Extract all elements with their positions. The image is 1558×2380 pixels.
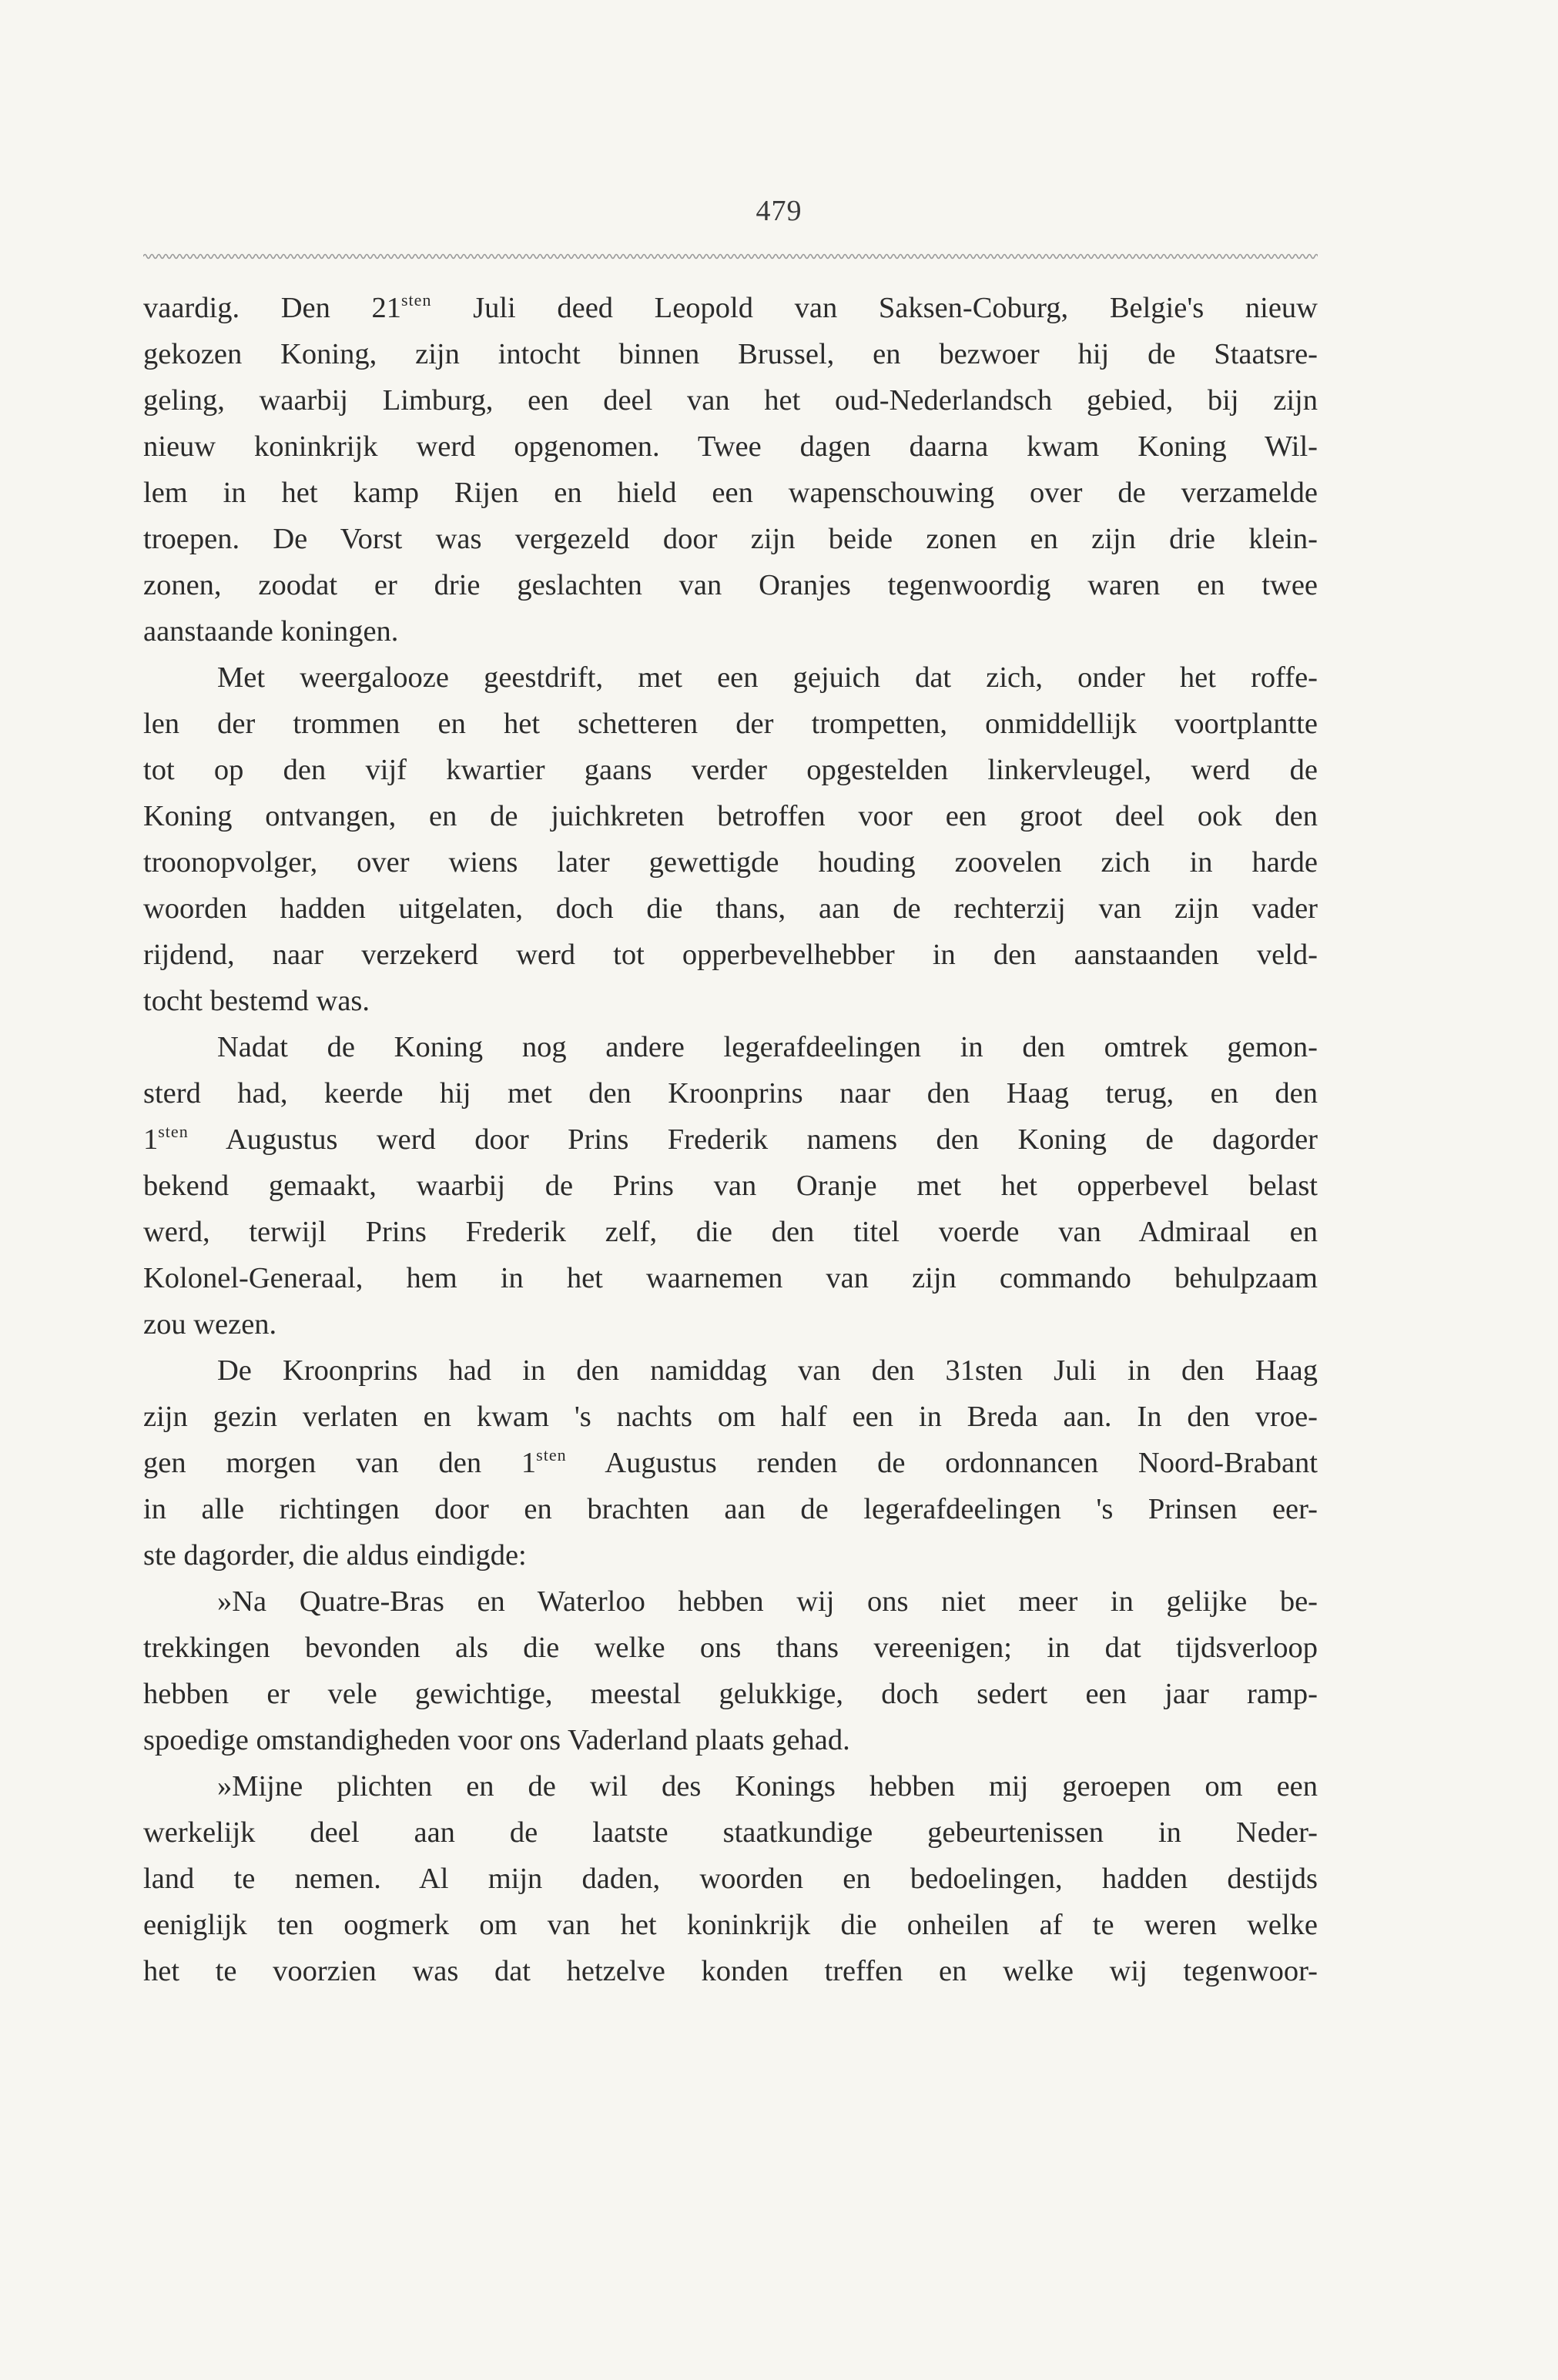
superscript-ordinal: sten: [536, 1445, 567, 1464]
text-segment: Kolonel-Generaal, hem in het waarnemen van zijn commando behulpzaam: [143, 1262, 1318, 1294]
wavy-rule-ornament: [143, 251, 1318, 262]
text-segment: rijdend, naar verzekerd werd tot opperbevelhebber in den aanstaanden veld-: [143, 939, 1318, 971]
text-segment: tot op den vijf kwartier gaans verder opgestelden linkervleugel, werd de: [143, 754, 1318, 786]
text-segment: De Kroonprins had in den namiddag van den 31sten Juli in den Haag: [217, 1354, 1318, 1387]
text-line: [143, 1301, 1318, 1347]
text-segment: lem in het kamp Rijen en hield een wapenschouwing over de verzamelde: [143, 477, 1318, 509]
text-segment: vaardig. Den 21: [143, 292, 401, 324]
page-number: 479: [756, 195, 802, 227]
text-segment: troonopvolger, over wiens later gewettigde houding zoovelen zich in harde: [143, 846, 1318, 879]
text-segment: »Mijne plichten en de wil des Konings hebben mij geroepen om een: [217, 1770, 1318, 1803]
text-line: [143, 1394, 1318, 1440]
text-segment: Koning ontvangen, en de juichkreten betroffen voor een groot deel ook den: [143, 800, 1318, 832]
text-line: [143, 1578, 1318, 1625]
text-line: [143, 1532, 1318, 1578]
text-segment: Met weergalooze geestdrift, met een gejuich dat zich, onder het roffe-: [217, 661, 1318, 694]
text-segment: werkelijk deel aan de laatste staatkundige gebeurtenissen in Neder-: [143, 1816, 1318, 1849]
text-segment: gen morgen van den 1: [143, 1447, 537, 1479]
body-text: [143, 285, 1318, 1994]
text-line: [143, 1671, 1318, 1717]
text-line: [143, 331, 1318, 377]
text-line: [143, 654, 1318, 701]
text-line: [143, 1255, 1318, 1301]
text-segment: zijn gezin verlaten en kwam 's nachts om half een in Breda aan. In den vroe-: [143, 1401, 1318, 1433]
text-line: [143, 1717, 1318, 1763]
text-segment: nieuw koninkrijk werd opgenomen. Twee dagen daarna kwam Koning Wil-: [143, 430, 1318, 463]
text-segment: geling, waarbij Limburg, een deel van het oud-Nederlandsch gebied, bij zijn: [143, 384, 1318, 417]
text-line: [143, 1809, 1318, 1856]
text-segment: land te nemen. Al mijn daden, woorden en bedoelingen, hadden destijds: [143, 1863, 1318, 1895]
text-line: [143, 839, 1318, 885]
text-segment: Nadat de Koning nog andere legerafdeelingen in den omtrek gemon-: [217, 1031, 1318, 1063]
text-line: [143, 1625, 1318, 1671]
text-line: [143, 377, 1318, 423]
text-segment: sterd had, keerde hij met den Kroonprins naar den Haag terug, en den: [143, 1077, 1318, 1110]
text-segment: aanstaande koningen.: [143, 615, 399, 648]
text-segment: troepen. De Vorst was vergezeld door zijn beide zonen en zijn drie klein-: [143, 523, 1318, 555]
text-line: [143, 1116, 1318, 1163]
text-segment: spoedige omstandigheden voor ons Vaderland plaats gehad.: [143, 1724, 850, 1756]
text-segment: in alle richtingen door en brachten aan de legerafdeelingen 's Prinsen eer-: [143, 1493, 1318, 1525]
text-segment: ste dagorder, die aldus eindigde:: [143, 1539, 527, 1572]
text-line: [143, 747, 1318, 793]
superscript-ordinal: sten: [401, 290, 432, 310]
text-line: [143, 1486, 1318, 1532]
text-segment: hebben er vele gewichtige, meestal gelukkige, doch sedert een jaar ramp-: [143, 1678, 1318, 1710]
text-line: [143, 285, 1318, 331]
superscript-ordinal: sten: [158, 1122, 189, 1141]
text-segment: zonen, zoodat er drie geslachten van Oranjes tegenwoordig waren en twee: [143, 569, 1318, 601]
text-line: [143, 1024, 1318, 1070]
text-line: [143, 516, 1318, 562]
text-line: [143, 932, 1318, 978]
text-segment: woorden hadden uitgelaten, doch die thans, aan de rechterzij van zijn vader: [143, 892, 1318, 925]
text-line: [143, 1347, 1318, 1394]
text-line: [143, 885, 1318, 932]
text-segment: zou wezen.: [143, 1308, 277, 1341]
text-line: [143, 1163, 1318, 1209]
text-segment: »Na Quatre-Bras en Waterloo hebben wij ons niet meer in gelijke be-: [217, 1585, 1318, 1618]
text-segment: Augustus renden de ordonnancen Noord-Brabant: [566, 1447, 1318, 1479]
text-segment: 1: [143, 1123, 159, 1156]
text-line: [143, 1763, 1318, 1809]
text-line: [143, 1209, 1318, 1255]
text-segment: tocht bestemd was.: [143, 985, 370, 1017]
text-line: [143, 1070, 1318, 1116]
text-line: [143, 1856, 1318, 1902]
text-line: [143, 1948, 1318, 1994]
text-segment: bekend gemaakt, waarbij de Prins van Oranje met het opperbevel belast: [143, 1170, 1318, 1202]
text-line: [143, 1902, 1318, 1948]
text-segment: len der trommen en het schetteren der trompetten, onmiddellijk voortplantte: [143, 708, 1318, 740]
text-segment: Augustus werd door Prins Frederik namens den Koning de dagorder: [188, 1123, 1318, 1156]
text-segment: werd, terwijl Prins Frederik zelf, die den titel voerde van Admiraal en: [143, 1216, 1318, 1248]
text-segment: Juli deed Leopold van Saksen-Coburg, Belgie's nieuw: [431, 292, 1318, 324]
text-segment: eeniglijk ten oogmerk om van het koninkrijk die onheilen af te weren welke: [143, 1909, 1318, 1941]
text-line: [143, 978, 1318, 1024]
text-line: [143, 793, 1318, 839]
text-line: [143, 608, 1318, 654]
text-segment: gekozen Koning, zijn intocht binnen Brussel, en bezwoer hij de Staatsre-: [143, 338, 1318, 370]
text-line: [143, 562, 1318, 608]
text-line: [143, 701, 1318, 747]
text-segment: het te voorzien was dat hetzelve konden treffen en welke wij tegenwoor-: [143, 1955, 1318, 1987]
text-line: [143, 423, 1318, 470]
text-segment: trekkingen bevonden als die welke ons thans vereenigen; in dat tijdsverloop: [143, 1632, 1318, 1664]
text-line: [143, 470, 1318, 516]
text-line: [143, 1440, 1318, 1486]
